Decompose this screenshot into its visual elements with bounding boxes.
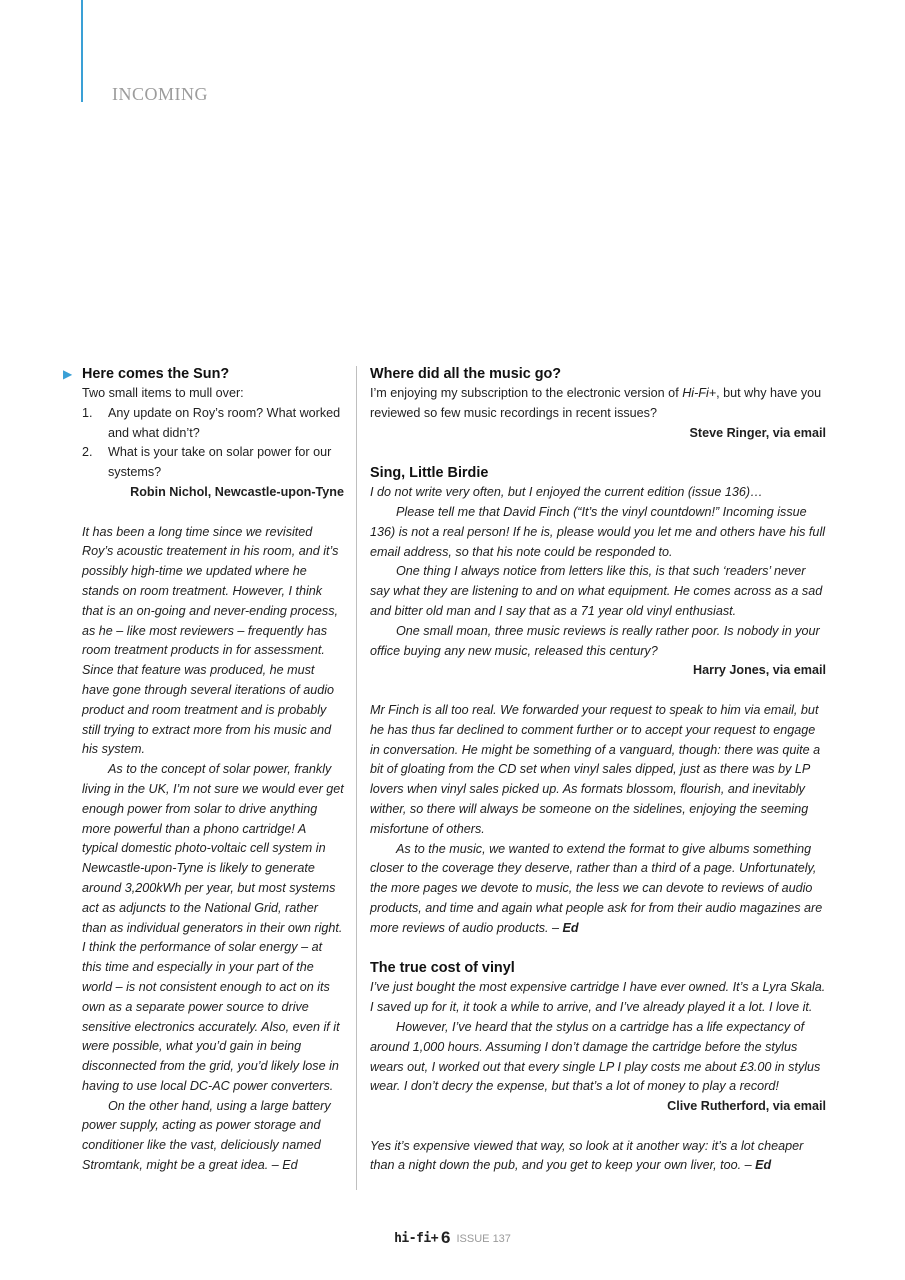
letter-list	[82, 404, 344, 483]
letter-title: Here comes the Sun?	[82, 366, 230, 382]
page-number: 6	[441, 1228, 451, 1247]
letter-body: I do not write very often, but I enjoyed the current edition (issue 136)…	[370, 485, 763, 500]
issue-label: ISSUE 137	[456, 1233, 511, 1245]
editor-reply: As to the concept of solar power, frankly living in the UK, I’m not sure we would ever get enough power from solar to drive anything more powerful than a phono cartridge! A typical domestic photo-voltaic cell system in Newcastle-upon-Tyne is likely to generate around 3,200kWh per year, but most systems act as adjuncts to the National Grid, rather than as individual generators in their own right. I think the performance of solar energy – at this time and especially in your part of the world – is not consistent enough to act on its own as a separate power source to drive sensitive electronics accurately. Also, even if it were possible, what you’d gain in being disconnected from the grid, you’d likely lose in having to use local DC-AC power converters.	[82, 762, 344, 1093]
letter-body: I’ve just bought the most expensive cartridge I have ever owned. It’s a Lyra Skala. I saved up for it, it took a while to arrive, and I’ve already played it a lot. I love it.	[370, 980, 826, 1015]
letter-intro: Two small items to mull over:	[82, 386, 244, 400]
letter-title: The true cost of vinyl	[370, 960, 515, 977]
list-item: 1. Any update on Roy’s room? What worked and what didn’t?	[82, 405, 341, 440]
letter-body: However, I’ve heard that the stylus on a cartridge has a life expectancy of around 1,000 hours. Assuming I don’t damage the cartridge before the stylus wears out, I worked out that every single LP I play costs me about £3.00 in stylus wear. I don’t decry the expense, but that’s a lot of money to play a record!	[370, 1019, 821, 1094]
letter-title: Sing, Little Birdie	[370, 465, 489, 482]
editor-reply: Mr Finch is all too real. We forwarded your request to speak to him via email, but he has thus far declined to comment further or to accept your request to engage in conversation. He might be something of a vanguard, though: there was quite a bit of gloating from the CD set when vinyl sales dipped, just as there was by LP lovers when vinyl sales picked up. As formats blossom, flourish, and inevitably wither, so there will always be someone on the sidelines, enjoying the seeming misfortune of others.	[370, 702, 821, 836]
letter-signature: Robin Nichol, Newcastle-upon-Tyne	[130, 484, 344, 499]
letter-body: One thing I always notice from letters like this, is that such ‘readers’ never say what they are listening to and on what equipment. He comes across as a sad and bitter old man and I say that as a 71 year old vinyl enthusiast.	[370, 564, 823, 618]
list-item: 2. What is your take on solar power for our systems?	[82, 445, 332, 480]
play-arrow-icon: ▶	[63, 367, 73, 381]
editor-sign: Ed	[755, 1158, 772, 1173]
editor-reply: It has been a long time since we revisited Roy’s acoustic treatement in his room, and it’s possibly high-time we updated where he stands on room treatment. However, I think that is an on-going and never-ending process, as he – like most reviewers – frequently has room treatment products in for assessment. Since that feature was produced, he must have gone through several iterations of audio product and room treatment and is probably still trying to extract more from his music and his system.	[82, 524, 339, 757]
page-footer	[0, 1228, 905, 1248]
letter-body: I’m enjoying my subscription to the electronic version of Hi-Fi+, but why have you reviewed so few music recordings in recent issues?	[370, 386, 822, 420]
right-column	[370, 364, 826, 1176]
letter-body: One small moan, three music reviews is really rather poor. Is nobody in your office buying any new music, released this century?	[370, 623, 820, 658]
editor-sign: Ed	[562, 920, 579, 935]
letter-body: Please tell me that David Finch (“It’s the vinyl countdown!” Incoming issue 136) is not a real person! If he is, please would you let me and others have his full email address, so that his note could be responded to.	[370, 504, 826, 559]
section-title: INCOMING	[112, 84, 208, 104]
accent-rule	[81, 0, 83, 102]
left-column	[63, 364, 344, 1176]
letter-signature: Harry Jones, via email	[692, 663, 826, 678]
column-divider	[356, 366, 357, 1190]
letter-title: Where did all the music go?	[370, 366, 562, 382]
magazine-logo: hi-fi+	[394, 1231, 439, 1246]
editor-reply: Yes it’s expensive viewed that way, so look at it another way: it’s a lot cheaper than a night down the pub, and you get to keep your own liver, too. – Ed	[370, 1138, 804, 1173]
editor-reply: As to the music, we wanted to extend the format to give albums something closer to the coverage they deserve, rather than a third of a page. Unfortunately, the more pages we devote to music, the less we can devote to reviews of audio products, and time and again what people ask for from their audio magazines are more reviews of audio products. – Ed	[370, 841, 823, 935]
letter-signature: Steve Ringer, via email	[689, 425, 826, 440]
editor-reply: On the other hand, using a large battery power supply, acting as power storage and conditioner like the vast, deliciously named Stromtank, might be a great idea. – Ed	[82, 1098, 331, 1173]
letter-signature: Clive Rutherford, via email	[667, 1099, 826, 1114]
